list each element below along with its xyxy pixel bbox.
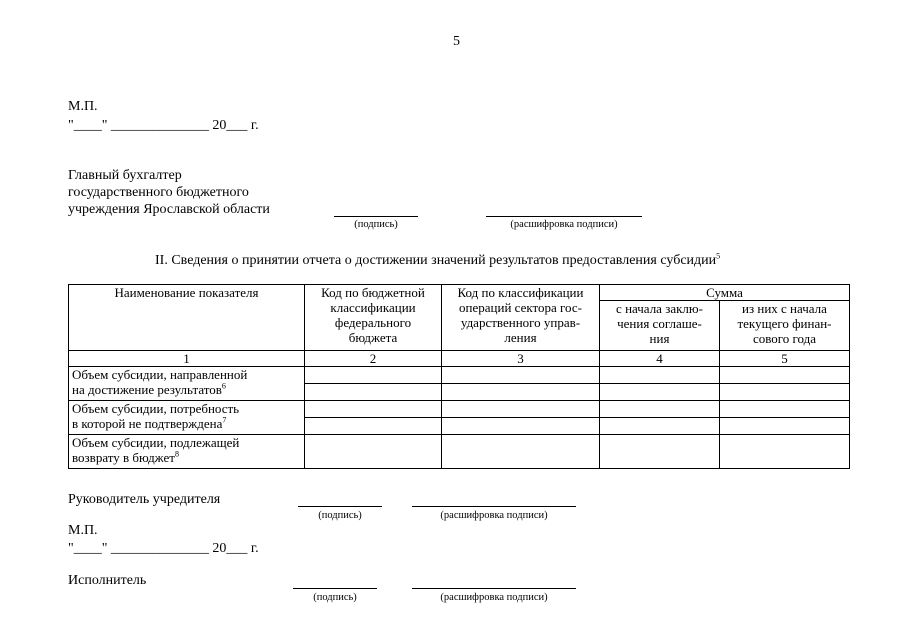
col-number-5: 5 xyxy=(720,351,850,367)
cell-empty xyxy=(600,435,720,469)
table-row xyxy=(69,435,850,469)
head-of-founder-label: Руководитель учредителя xyxy=(68,492,221,507)
row-label-subsidy-unconfirmed: Объем субсидии, потребность в которой не подтверждена$^7$ xyxy=(69,401,305,435)
cell-empty xyxy=(600,401,720,418)
cell-empty xyxy=(442,367,600,384)
section-title xyxy=(155,253,720,269)
cell-empty xyxy=(720,435,850,469)
executor-decode-line xyxy=(412,588,576,589)
section-title-footnote: 5 xyxy=(716,251,721,261)
cell-empty xyxy=(600,367,720,384)
accountant-title-line3: учреждения Ярославской области xyxy=(68,202,270,217)
cell-empty xyxy=(720,384,850,401)
accountant-decode-line xyxy=(486,216,642,217)
header-current-year: из них с начала текущего финан- сового года xyxy=(720,301,850,351)
header-sum: Сумма xyxy=(600,285,850,301)
cell-empty xyxy=(720,367,850,384)
header-budget-code: Код по бюджетной классификации федерального бюджета xyxy=(305,285,442,351)
cell-empty xyxy=(305,367,442,384)
accountant-signature-line xyxy=(334,216,418,217)
date-line: "____" ______________ 20___ г. xyxy=(68,118,259,133)
row-label-subsidy-return: Объем субсидии, подлежащей возврату в бюджет$^8$ xyxy=(69,435,305,469)
row-label-subsidy-directed: Объем субсидии, направленной на достижение результатов$^6$ xyxy=(69,367,305,401)
page-number: 5 xyxy=(453,34,460,49)
cell-empty xyxy=(442,384,600,401)
cell-empty xyxy=(720,418,850,435)
executor-label: Исполнитель xyxy=(68,573,147,588)
table-header-row xyxy=(69,285,850,301)
cell-empty xyxy=(600,384,720,401)
stamp-place-label: М.П. xyxy=(68,99,98,114)
col-number-1: 1 xyxy=(69,351,305,367)
executor-signature-caption: (подпись) xyxy=(313,592,357,603)
cell-empty xyxy=(600,418,720,435)
executor-decode-caption: (расшифровка подписи) xyxy=(440,592,548,603)
cell-empty xyxy=(720,401,850,418)
founder-signature-caption: (подпись) xyxy=(318,510,362,521)
stamp-place-label-bottom: М.П. xyxy=(68,523,98,538)
col-number-3: 3 xyxy=(442,351,600,367)
header-indicator-name: Наименование показателя xyxy=(69,285,305,351)
accountant-decode-caption: (расшифровка подписи) xyxy=(510,219,618,230)
accountant-signature-caption: (подпись) xyxy=(354,219,398,230)
table-row xyxy=(69,401,850,418)
date-line-bottom: "____" ______________ 20___ г. xyxy=(68,541,259,556)
col-number-4: 4 xyxy=(600,351,720,367)
accountant-title-line2: государственного бюджетного xyxy=(68,185,249,200)
header-since-agreement: с начала заклю- чения соглаше- ния xyxy=(600,301,720,351)
executor-signature-line xyxy=(293,588,377,589)
accountant-title-line1: Главный бухгалтер xyxy=(68,168,182,183)
table-row xyxy=(69,367,850,384)
header-operation-code: Код по классификации операций сектора гос- ударственного управ- ления xyxy=(442,285,600,351)
founder-decode-caption: (расшифровка подписи) xyxy=(440,510,548,521)
col-number-2: 2 xyxy=(305,351,442,367)
cell-empty xyxy=(442,418,600,435)
cell-empty xyxy=(305,435,442,469)
cell-empty xyxy=(442,401,600,418)
table-numbering-row xyxy=(69,351,850,367)
founder-decode-line xyxy=(412,506,576,507)
cell-empty xyxy=(442,435,600,469)
cell-empty xyxy=(305,384,442,401)
section-title-text: II. Сведения о принятии отчета о достижении значений результатов предоставления субсидии xyxy=(155,253,717,268)
report-table xyxy=(68,284,850,469)
founder-signature-line xyxy=(298,506,382,507)
cell-empty xyxy=(305,418,442,435)
cell-empty xyxy=(305,401,442,418)
